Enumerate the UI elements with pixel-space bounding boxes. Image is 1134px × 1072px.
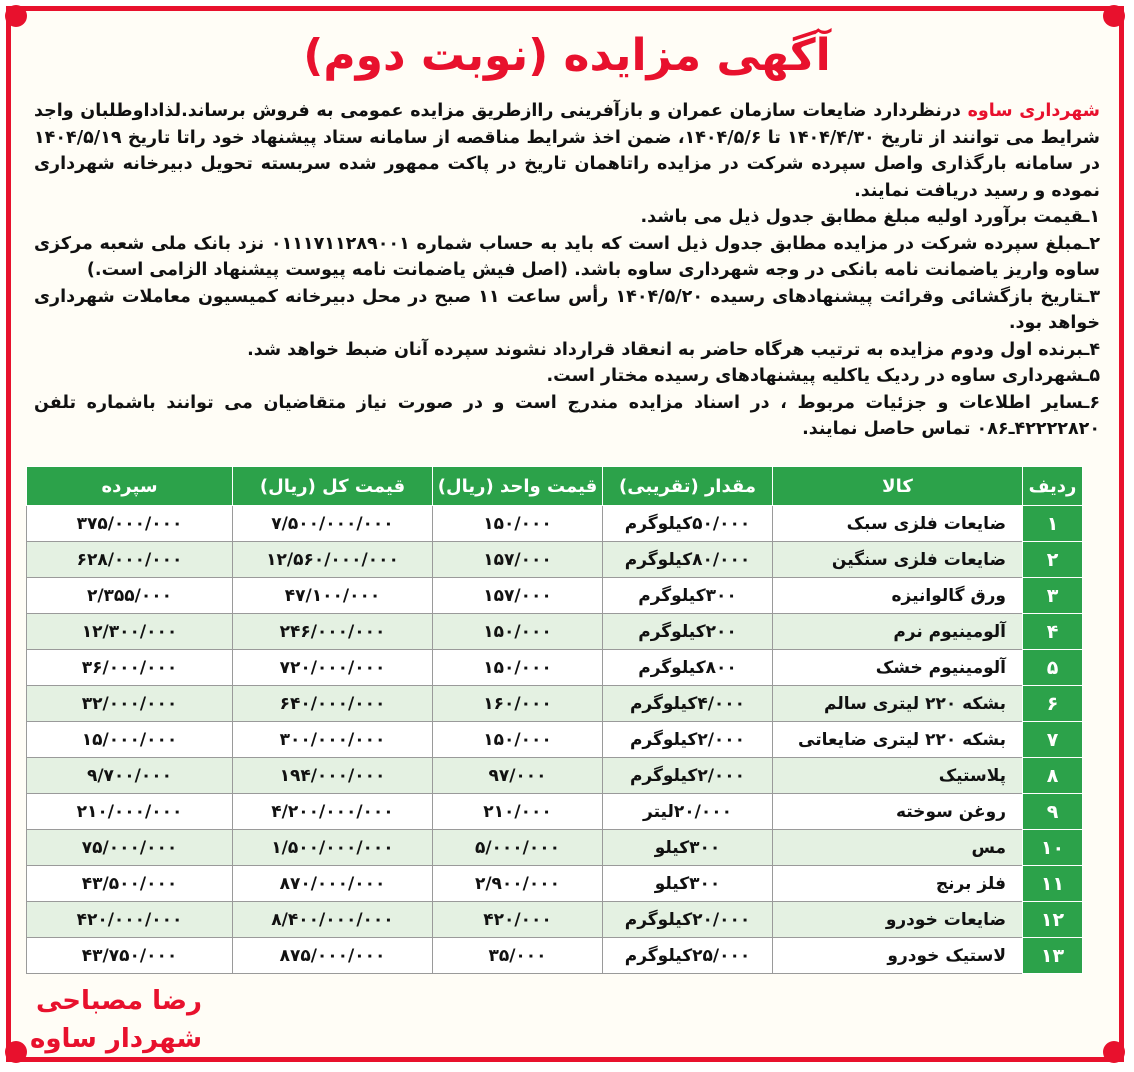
row-number-cell: ۱۳: [1023, 938, 1083, 974]
table-row: [27, 938, 1083, 974]
unit-price-cell: ۳۵/۰۰۰: [433, 938, 603, 974]
unit-price-cell: ۲/۹۰۰/۰۰۰: [433, 866, 603, 902]
table-header-row: [27, 467, 1083, 506]
unit-price-cell: ۴۲۰/۰۰۰: [433, 902, 603, 938]
corner-ornament: [1103, 1041, 1125, 1063]
row-number-cell: ۹: [1023, 794, 1083, 830]
item-name-cell: فلز برنج: [773, 866, 1023, 902]
signature-block: [30, 982, 202, 1058]
table-row: [27, 506, 1083, 542]
unit-price-cell: ۱۵۷/۰۰۰: [433, 578, 603, 614]
item-name-cell: آلومینیوم خشک: [773, 650, 1023, 686]
item-name-cell: ضایعات فلزی سنگین: [773, 542, 1023, 578]
row-number-cell: ۲: [1023, 542, 1083, 578]
intro-text: درنظردارد ضایعات سازمان عمران و بازآفرینی راازطریق مزایده عمومی به فروش برساند.لذاداوطلبان واجد شرایط می توانند از تاریخ ۱۴۰۴/۴/۳۰ تا ۱۴۰۴/۵/۶، ضمن اخذ شرایط مناقصه از سامانه ستاد پیشنهاد خود راتا تاریخ ۱۴۰۴/۵/۱۹ در سامانه بارگذاری واصل سپرده شرکت در مزایده راتاهمان تاریخ در پاکت ممهور شده سربسته تحویل دبیرخانه شهرداری نموده و رسید دریافت نمایند.: [34, 101, 1100, 201]
total-price-cell: ۱۹۴/۰۰۰/۰۰۰: [233, 758, 433, 794]
quantity-cell: ۴/۰۰۰کیلوگرم: [603, 686, 773, 722]
table-row: [27, 794, 1083, 830]
deposit-cell: ۶۲۸/۰۰۰/۰۰۰: [27, 542, 233, 578]
quantity-cell: ۸۰۰کیلوگرم: [603, 650, 773, 686]
table-row: [27, 650, 1083, 686]
quantity-cell: ۲۰/۰۰۰لیتر: [603, 794, 773, 830]
clause-2: ۲ـمبلغ سپرده شرکت در مزایده مطابق جدول ذیل است که باید به حساب شماره ۰۱۱۱۷۱۱۲۸۹۰۰۱ نزد بانک ملی شعبه مرکزی ساوه واریز یاضمانت نامه بانکی در وجه شهرداری ساوه باشد. (اصل فیش یاضمانت نامه پیوست پیشنهاد الزامی است.): [34, 233, 1100, 280]
table-row: [27, 902, 1083, 938]
total-price-cell: ۶۴۰/۰۰۰/۰۰۰: [233, 686, 433, 722]
deposit-cell: ۷۵/۰۰۰/۰۰۰: [27, 830, 233, 866]
table-row: [27, 542, 1083, 578]
row-number-cell: ۷: [1023, 722, 1083, 758]
col-header-row-number: ردیف: [1023, 467, 1083, 506]
unit-price-cell: ۱۵۰/۰۰۰: [433, 506, 603, 542]
clause-3: ۳ـتاریخ بازگشائی وقرائت پیشنهادهای رسیده ۱۴۰۴/۵/۲۰ رأس ساعت ۱۱ صبح در محل دبیرخانه کمیسیون معاملات شهرداری خواهد بود.: [34, 286, 1101, 333]
row-number-cell: ۱۱: [1023, 866, 1083, 902]
row-number-cell: ۱۲: [1023, 902, 1083, 938]
total-price-cell: ۸/۴۰۰/۰۰۰/۰۰۰: [233, 902, 433, 938]
item-name-cell: پلاستیک: [773, 758, 1023, 794]
quantity-cell: ۵۰/۰۰۰کیلوگرم: [603, 506, 773, 542]
deposit-cell: ۴۳/۷۵۰/۰۰۰: [27, 938, 233, 974]
col-header-deposit: سپرده: [27, 467, 233, 506]
row-number-cell: ۶: [1023, 686, 1083, 722]
deposit-cell: ۱۲/۳۰۰/۰۰۰: [27, 614, 233, 650]
total-price-cell: ۸۷۰/۰۰۰/۰۰۰: [233, 866, 433, 902]
deposit-cell: ۴۳/۵۰۰/۰۰۰: [27, 866, 233, 902]
unit-price-cell: ۱۶۰/۰۰۰: [433, 686, 603, 722]
col-header-unit-price: قیمت واحد (ریال): [433, 467, 603, 506]
deposit-cell: ۳۷۵/۰۰۰/۰۰۰: [27, 506, 233, 542]
deposit-cell: ۳۲/۰۰۰/۰۰۰: [27, 686, 233, 722]
row-number-cell: ۸: [1023, 758, 1083, 794]
quantity-cell: ۲۰/۰۰۰کیلوگرم: [603, 902, 773, 938]
table-body: [27, 506, 1083, 974]
auction-items-table: [26, 466, 1082, 974]
table-row: [27, 614, 1083, 650]
total-price-cell: ۸۷۵/۰۰۰/۰۰۰: [233, 938, 433, 974]
unit-price-cell: ۱۵۷/۰۰۰: [433, 542, 603, 578]
quantity-cell: ۲۵/۰۰۰کیلوگرم: [603, 938, 773, 974]
unit-price-cell: ۱۵۰/۰۰۰: [433, 722, 603, 758]
total-price-cell: ۴/۲۰۰/۰۰۰/۰۰۰: [233, 794, 433, 830]
quantity-cell: ۲/۰۰۰کیلوگرم: [603, 758, 773, 794]
total-price-cell: ۱۲/۵۶۰/۰۰۰/۰۰۰: [233, 542, 433, 578]
item-name-cell: بشکه ۲۲۰ لیتری سالم: [773, 686, 1023, 722]
col-header-total-price: قیمت کل (ریال): [233, 467, 433, 506]
unit-price-cell: ۵/۰۰۰/۰۰۰: [433, 830, 603, 866]
item-name-cell: بشکه ۲۲۰ لیتری ضایعاتی: [773, 722, 1023, 758]
deposit-cell: ۱۵/۰۰۰/۰۰۰: [27, 722, 233, 758]
unit-price-cell: ۱۵۰/۰۰۰: [433, 650, 603, 686]
unit-price-cell: ۲۱۰/۰۰۰: [433, 794, 603, 830]
signatory-title: شهردار ساوه: [30, 1024, 203, 1054]
clause-1: ۱ـقیمت برآورد اولیه مبلغ مطابق جدول ذیل می باشد.: [640, 207, 1100, 227]
corner-ornament: [5, 1041, 27, 1063]
corner-ornament: [1103, 5, 1125, 27]
deposit-cell: ۳۶/۰۰۰/۰۰۰: [27, 650, 233, 686]
item-name-cell: آلومینیوم نرم: [773, 614, 1023, 650]
row-number-cell: ۱۰: [1023, 830, 1083, 866]
row-number-cell: ۱: [1023, 506, 1083, 542]
deposit-cell: ۲۱۰/۰۰۰/۰۰۰: [27, 794, 233, 830]
quantity-cell: ۲۰۰کیلوگرم: [603, 614, 773, 650]
item-name-cell: لاستیک خودرو: [773, 938, 1023, 974]
unit-price-cell: ۹۷/۰۰۰: [433, 758, 603, 794]
deposit-cell: ۲/۳۵۵/۰۰۰: [27, 578, 233, 614]
table-row: [27, 578, 1083, 614]
total-price-cell: ۱/۵۰۰/۰۰۰/۰۰۰: [233, 830, 433, 866]
total-price-cell: ۷/۵۰۰/۰۰۰/۰۰۰: [233, 506, 433, 542]
quantity-cell: ۳۰۰کیلو: [603, 830, 773, 866]
intro-paragraph: [34, 98, 1100, 204]
item-name-cell: ضایعات خودرو: [773, 902, 1023, 938]
item-name-cell: ضایعات فلزی سبک: [773, 506, 1023, 542]
table-row: [27, 686, 1083, 722]
row-number-cell: ۴: [1023, 614, 1083, 650]
announcement-body: [34, 98, 1100, 443]
table-row: [27, 722, 1083, 758]
item-name-cell: روغن سوخته: [773, 794, 1023, 830]
deposit-cell: ۴۲۰/۰۰۰/۰۰۰: [27, 902, 233, 938]
quantity-cell: ۳۰۰کیلوگرم: [603, 578, 773, 614]
quantity-cell: ۸۰/۰۰۰کیلوگرم: [603, 542, 773, 578]
table-row: [27, 830, 1083, 866]
row-number-cell: ۳: [1023, 578, 1083, 614]
organization-name: شهرداری ساوه: [967, 101, 1101, 121]
table-row: [27, 758, 1083, 794]
page-title: آگهی مزایده (نوبت دوم): [303, 30, 831, 81]
clause-5: ۵ـشهرداری ساوه در ردیک یاکلیه پیشنهادهای رسیده مختار است.: [546, 366, 1100, 386]
quantity-cell: ۳۰۰کیلو: [603, 866, 773, 902]
signatory-name: رضا مصباحی: [35, 986, 203, 1016]
corner-ornament: [5, 5, 27, 27]
clause-6: ۶ـسایر اطلاعات و جزئیات مربوط ، در اسناد مزایده مندرج است و در صورت نیاز متقاضیان می توانند باشماره تلفن ۴۲۲۲۲۸۲۰ـ۰۸۶ تماس حاصل نمایند.: [34, 392, 1100, 439]
unit-price-cell: ۱۵۰/۰۰۰: [433, 614, 603, 650]
clause-4: ۴ـبرنده اول ودوم مزایده به ترتیب هرگاه حاضر به انعقاد قرارداد نشوند سپرده آنان ضبط خواهد شد.: [247, 339, 1100, 360]
deposit-cell: ۹/۷۰۰/۰۰۰: [27, 758, 233, 794]
row-number-cell: ۵: [1023, 650, 1083, 686]
total-price-cell: ۷۲۰/۰۰۰/۰۰۰: [233, 650, 433, 686]
item-name-cell: مس: [773, 830, 1023, 866]
total-price-cell: ۴۷/۱۰۰/۰۰۰: [233, 578, 433, 614]
table-row: [27, 866, 1083, 902]
total-price-cell: ۳۰۰/۰۰۰/۰۰۰: [233, 722, 433, 758]
item-name-cell: ورق گالوانیزه: [773, 578, 1023, 614]
total-price-cell: ۲۴۶/۰۰۰/۰۰۰: [233, 614, 433, 650]
col-header-item: کالا: [773, 467, 1023, 506]
quantity-cell: ۲/۰۰۰کیلوگرم: [603, 722, 773, 758]
col-header-quantity: مقدار (تقریبی): [603, 467, 773, 506]
